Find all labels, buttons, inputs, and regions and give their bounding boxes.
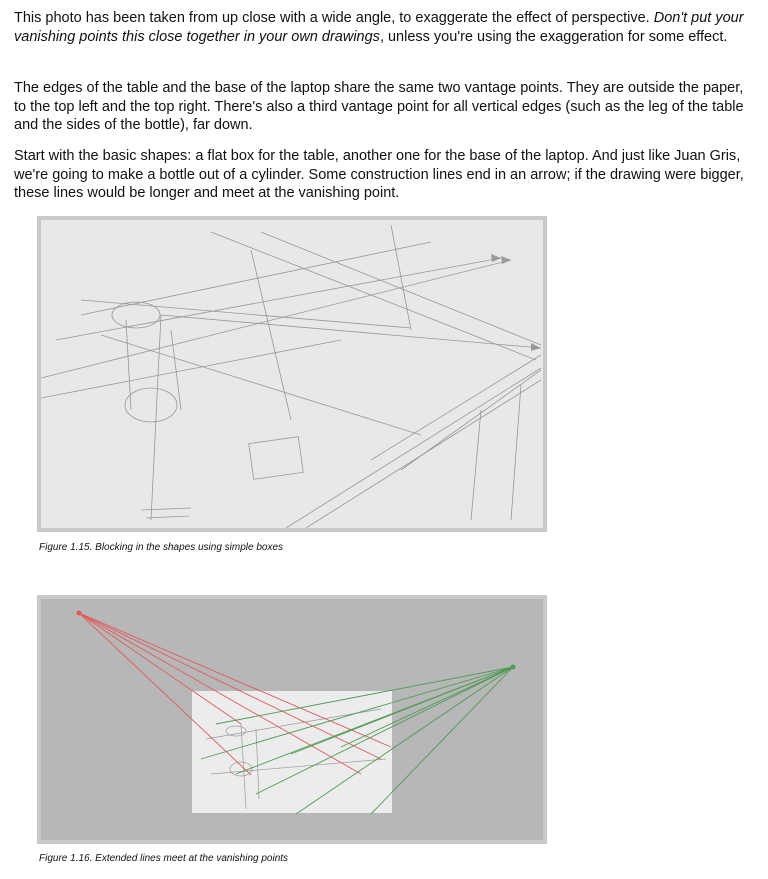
intro-text-emphasis: Don't put your vanishing points this close together in your own drawings [14, 10, 744, 45]
right-vanishing-point [511, 665, 516, 670]
figure-1-16-caption: Figure 1.16. Extended lines meet at the vanishing points [39, 853, 289, 864]
figure-1-16 [37, 595, 547, 844]
figure-1-15 [37, 216, 547, 532]
intro-text-b: , unless you're using the exaggeration for some effect. [379, 28, 728, 45]
vantage-points-paragraph: The edges of the table and the base of the laptop share the same two vantage points. They are outside the paper, to the top left and the top right. There's also a third vantage point for all vertical edges (such as the leg of the table and the sides of the bottle), far down. [14, 80, 744, 133]
intro-text-a: This photo has been taken from up close with a wide angle, to exaggerate the effect of perspective. [14, 10, 654, 26]
intro-paragraph [14, 9, 750, 46]
pencil-sketch-image [41, 220, 543, 528]
vanishing-points-image [41, 599, 543, 840]
basic-shapes-paragraph: Start with the basic shapes: a flat box for the table, another one for the base of the laptop. And just like Juan Gris, we're going to make a bottle out of a cylinder. Some construction lines end in an arrow; if the drawing were bigger, these lines would be longer and meet at the vanishing point. [14, 148, 744, 201]
figure-1-15-caption: Figure 1.15. Blocking in the shapes using simple boxes [39, 542, 284, 553]
left-vanishing-point [77, 611, 82, 616]
